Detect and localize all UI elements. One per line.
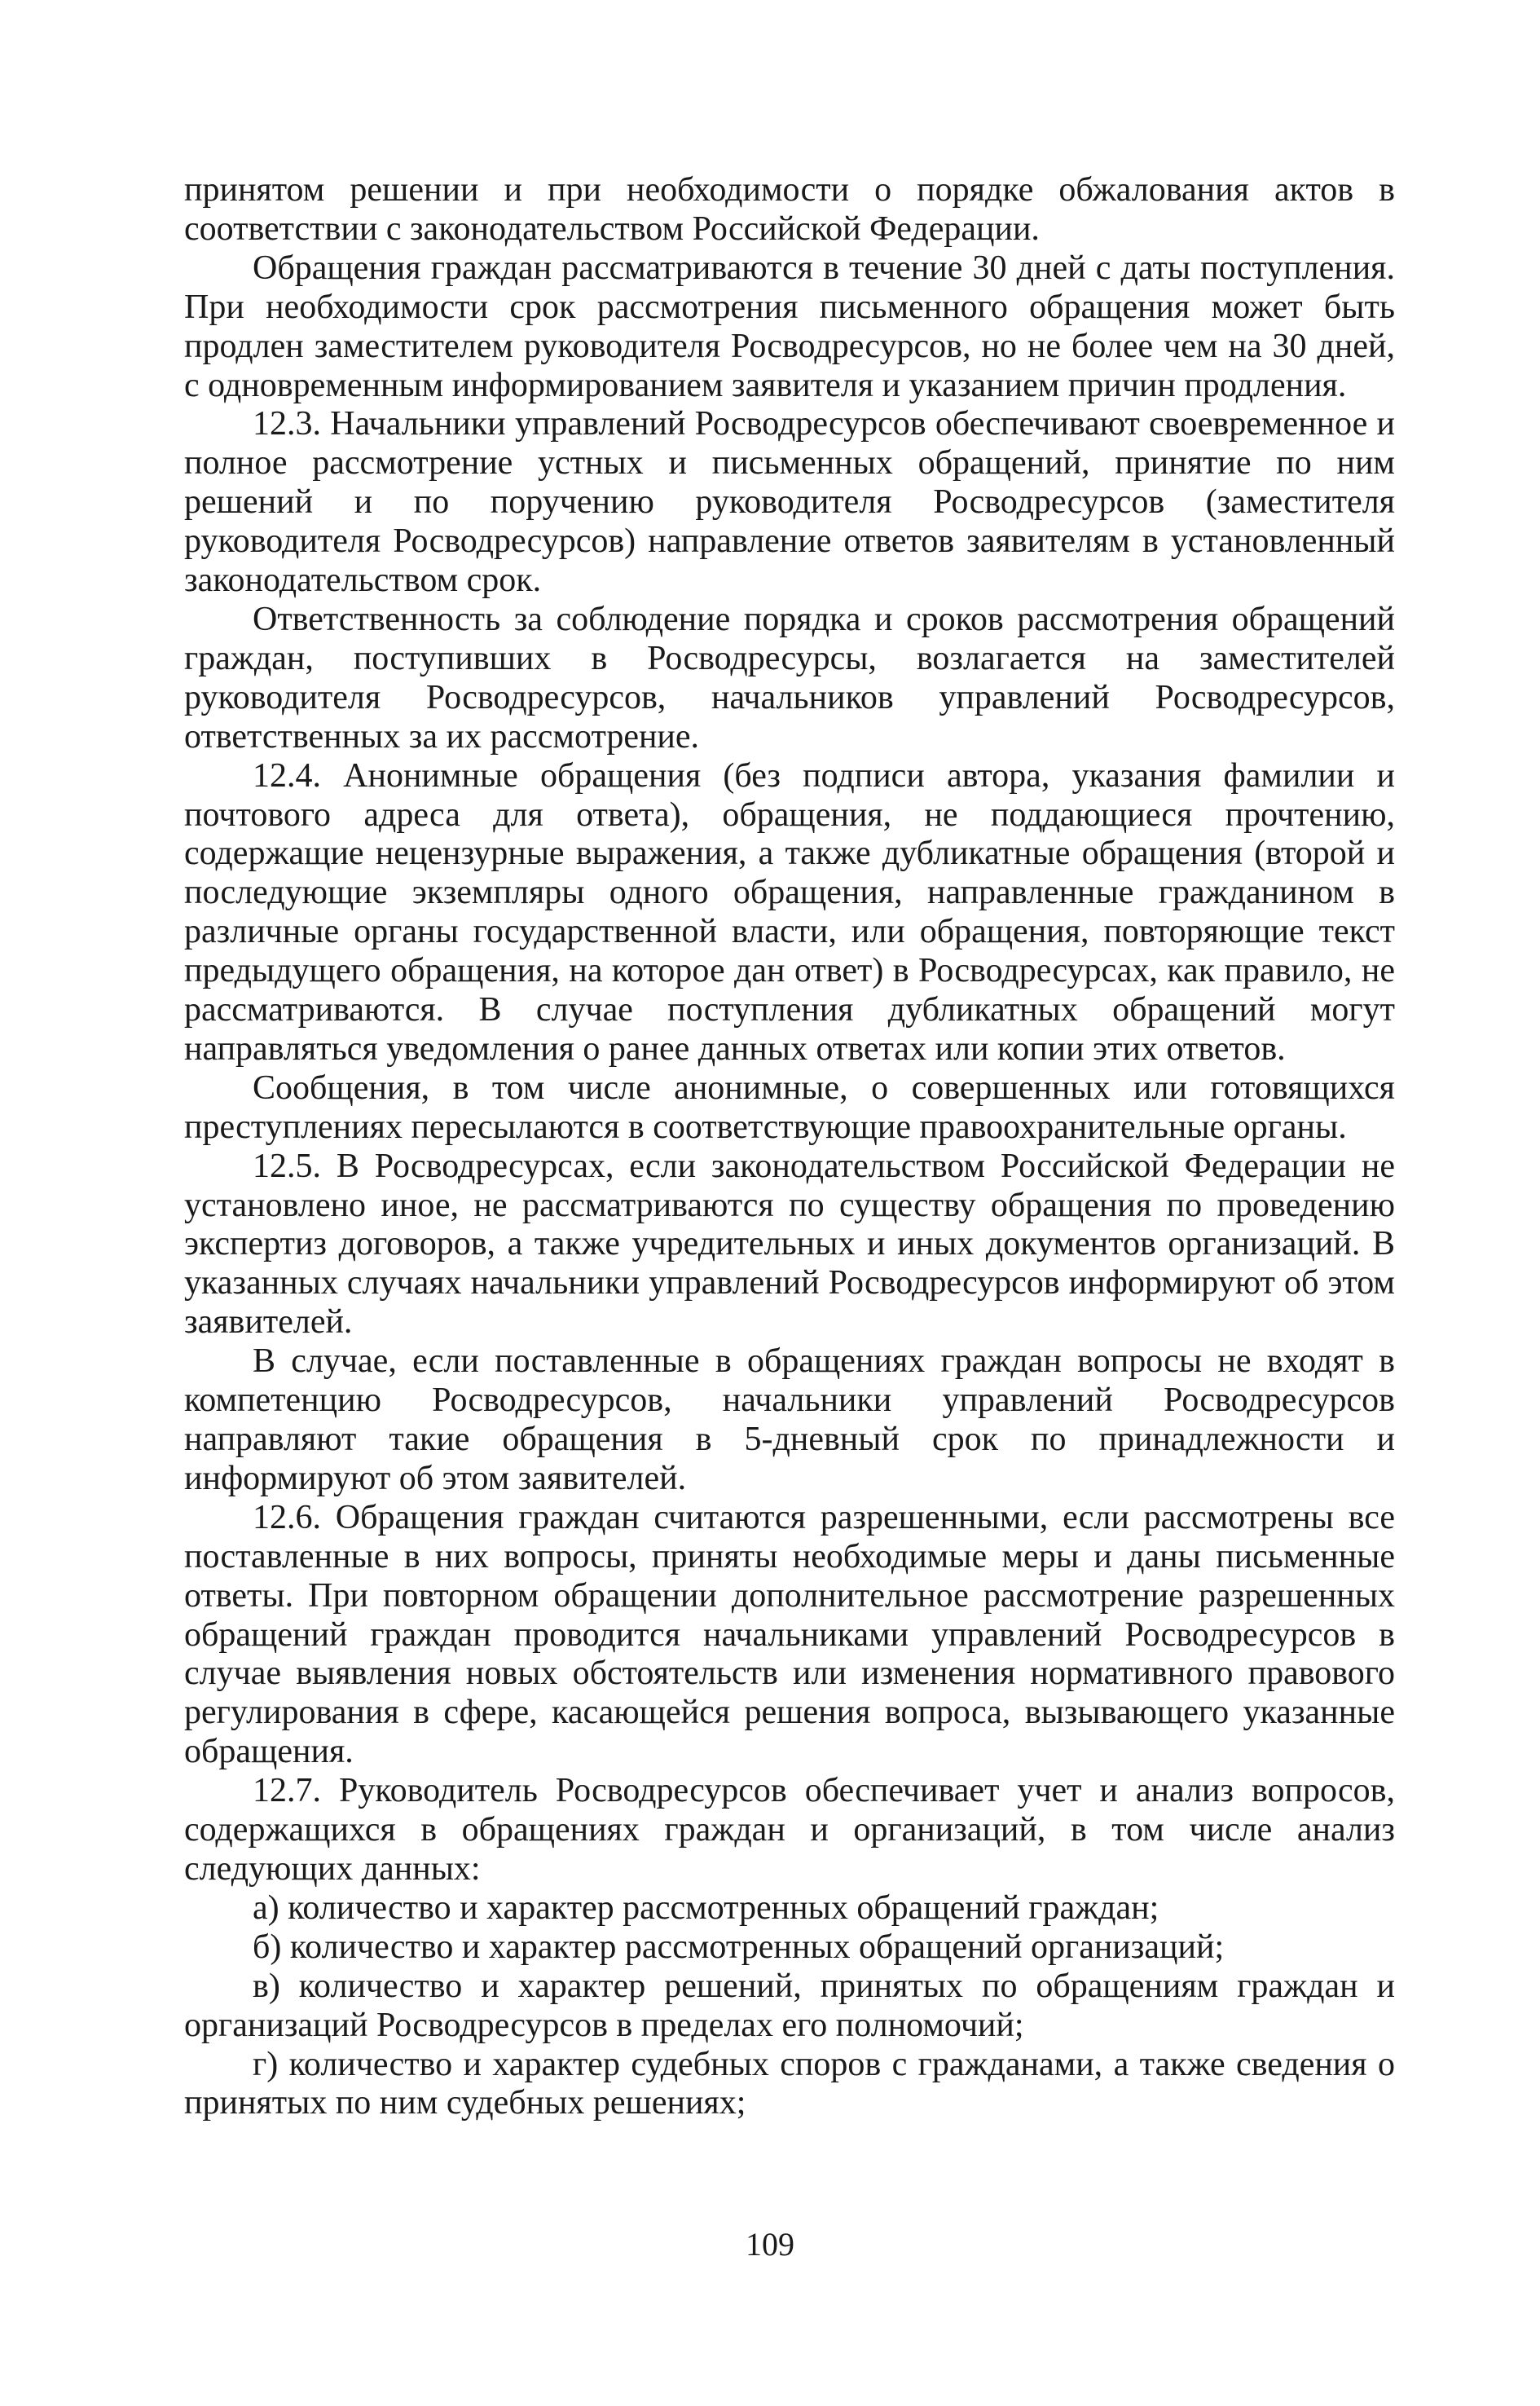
paragraph-12-6: 12.6. Обращения граждан считаются разрешенными, если рассмотрены все поставленные в них вопросы, приняты необходимые меры и даны письменные ответы. При повторном обращении дополнительное рассмотрение разрешенных обращений граждан проводится начальниками управлений Росводресурсов в случае выявления новых обстоятельств или изменения нормативного правового регулирования в сфере, касающейся решения вопроса, вызывающего указанные обращения. xyxy=(184,1498,1395,1771)
list-item-d: г) количество и характер судебных споров с гражданами, а также сведения о принятых по ним судебных решениях; xyxy=(184,2045,1395,2122)
list-item-c: в) количество и характер решений, принятых по обращениям граждан и организаций Росводресурсов в пределах его полномочий; xyxy=(184,1967,1395,2044)
paragraph-12-3: 12.3. Начальники управлений Росводресурсов обеспечивают своевременное и полное рассмотрение устных и письменных обращений, принятие по ним решений и по поручению руководителя Росводресурсов (заместителя руководителя Росводресурсов) направление ответов заявителям в установленный законодательством срок. xyxy=(184,405,1395,600)
paragraph-12-3-responsibility: Ответственность за соблюдение порядка и сроков рассмотрения обращений граждан, поступивших в Росводресурсы, возлагается на заместителей руководителя Росводресурсов, начальников управлений Росводресурсов, ответственных за их рассмотрение. xyxy=(184,600,1395,756)
paragraph-12-4-crime-reports: Сообщения, в том числе анонимные, о совершенных или готовящихся преступлениях пересылаются в соответствующие правоохранительные органы. xyxy=(184,1069,1395,1146)
paragraph-12-5-competence: В случае, если поставленные в обращениях граждан вопросы не входят в компетенцию Росводресурсов, начальники управлений Росводресурсов направляют такие обращения в 5-дневный срок по принадлежности и информируют об этом заявителей. xyxy=(184,1342,1395,1497)
page-number: 109 xyxy=(746,2226,794,2263)
body-text xyxy=(184,171,1395,2123)
list-item-b: б) количество и характер рассмотренных обращений организаций; xyxy=(253,1928,1225,1966)
paragraph-12-7: 12.7. Руководитель Росводресурсов обеспечивает учет и анализ вопросов, содержащихся в обращениях граждан и организаций, в том числе анализ следующих данных: xyxy=(184,1772,1395,1888)
list-item-a: а) количество и характер рассмотренных обращений граждан; xyxy=(253,1888,1159,1927)
paragraph-continuation: принятом решении и при необходимости о порядке обжалования актов в соответствии с законодательством Российской Федерации. xyxy=(184,171,1395,248)
paragraph-12-5: 12.5. В Росводресурсах, если законодательством Российской Федерации не установлено иное, не рассматриваются по существу обращения по проведению экспертиз договоров, а также учредительных и иных документов организаций. В указанных случаях начальники управлений Росводресурсов информируют об этом заявителей. xyxy=(184,1147,1395,1342)
paragraph-12-2-review-period: Обращения граждан рассматриваются в течение 30 дней с даты поступления. При необходимости срок рассмотрения письменного обращения может быть продлен заместителем руководителя Росводресурсов, но не более чем на 30 дней, с одновременным информированием заявителя и указанием причин продления. xyxy=(184,249,1395,404)
paragraph-12-4: 12.4. Анонимные обращения (без подписи автора, указания фамилии и почтового адреса для ответа), обращения, не поддающиеся прочтению, содержащие нецензурные выражения, а также дубликатные обращения (второй и последующие экземпляры одного обращения, направленные гражданином в различные органы государственной власти, или обращения, повторяющие текст предыдущего обращения, на которое дан ответ) в Росводресурсах, как правило, не рассматриваются. В случае поступления дубликатных обращений могут направляться уведомления о ранее данных ответах или копии этих ответов. xyxy=(184,756,1395,1068)
